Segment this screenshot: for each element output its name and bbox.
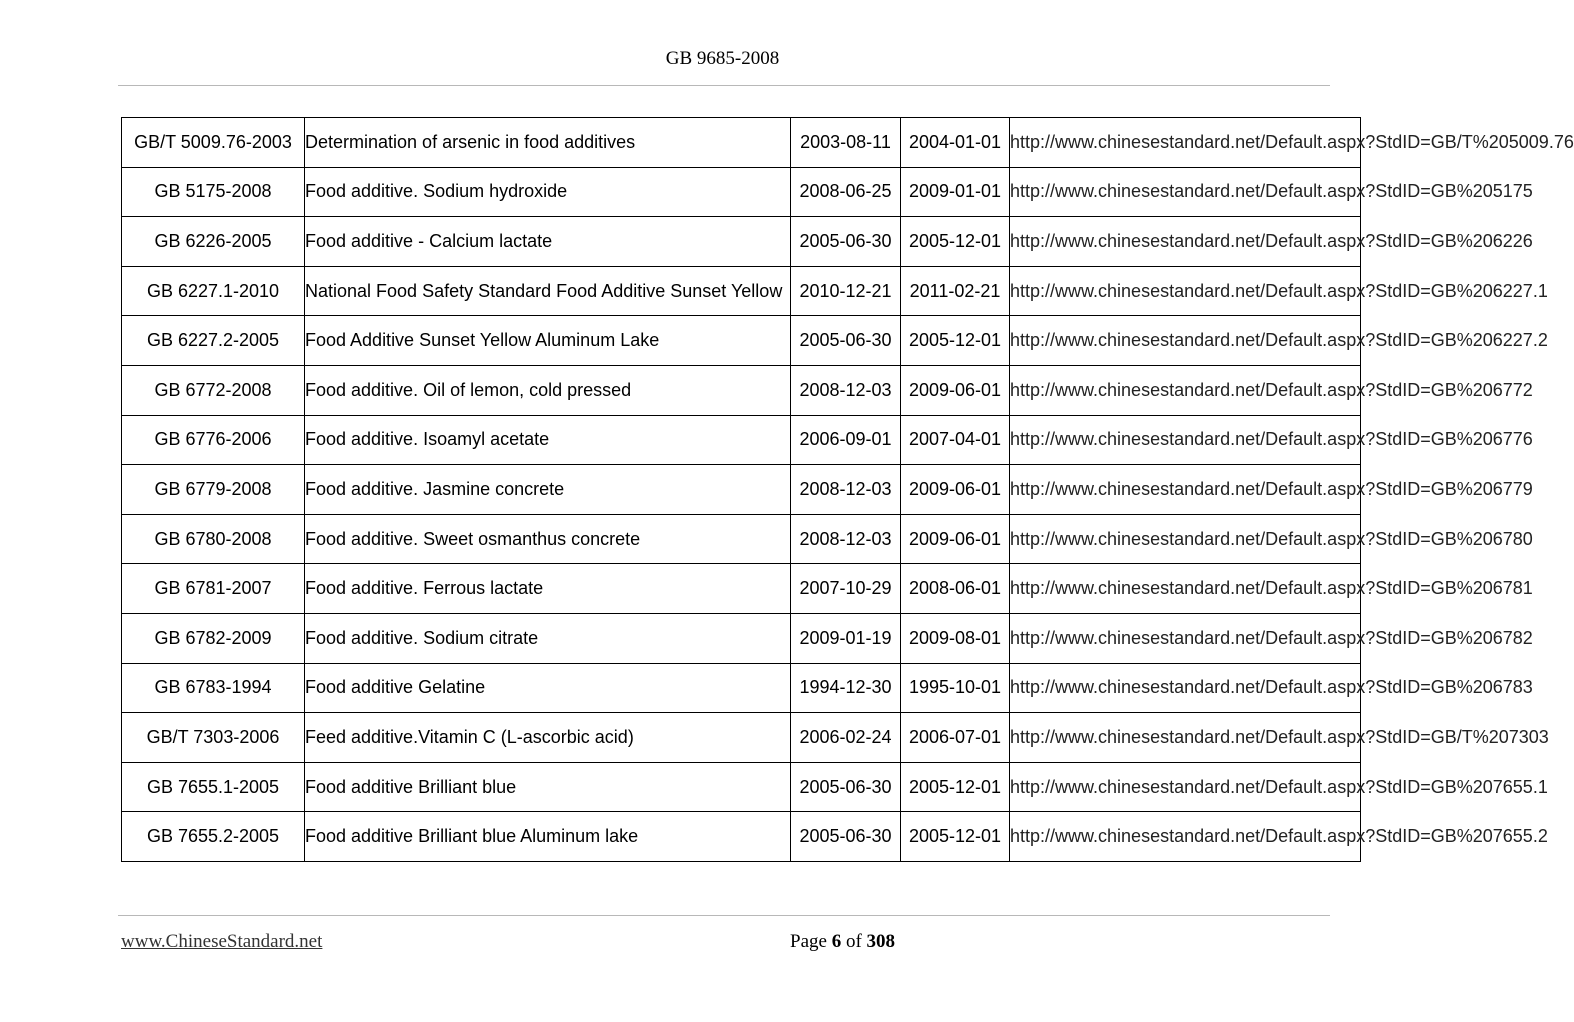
standard-code-cell: GB/T 7303-2006 [122, 713, 305, 763]
standard-url-link[interactable]: http://www.chinesestandard.net/Default.aspx?StdID=GB%206772 [1010, 365, 1361, 415]
standard-title-cell: Food additive Gelatine [305, 663, 791, 713]
table-row [122, 812, 1361, 862]
standard-code-cell: GB 5175-2008 [122, 167, 305, 217]
table-row [122, 266, 1361, 316]
standard-url-link[interactable]: http://www.chinesestandard.net/Default.aspx?StdID=GB%206781 [1010, 564, 1361, 614]
effective-date-cell: 2008-06-01 [901, 564, 1010, 614]
standard-code-cell: GB 6772-2008 [122, 365, 305, 415]
table-row [122, 365, 1361, 415]
issued-date-cell: 2006-02-24 [791, 713, 901, 763]
table-row [122, 713, 1361, 763]
standard-code-cell: GB 6779-2008 [122, 465, 305, 515]
issued-date-cell: 2008-12-03 [791, 365, 901, 415]
standard-title-cell: Food additive. Ferrous lactate [305, 564, 791, 614]
effective-date-cell: 2011-02-21 [901, 266, 1010, 316]
effective-date-cell: 2005-12-01 [901, 217, 1010, 267]
standard-title-cell: Food additive - Calcium lactate [305, 217, 791, 267]
standard-url-link[interactable]: http://www.chinesestandard.net/Default.aspx?StdID=GB%206783 [1010, 663, 1361, 713]
footer-divider [118, 915, 1330, 916]
page-word: Page [790, 931, 827, 952]
standard-url-link[interactable]: http://www.chinesestandard.net/Default.aspx?StdID=GB%206776 [1010, 415, 1361, 465]
table-row [122, 514, 1361, 564]
standard-url-link[interactable]: http://www.chinesestandard.net/Default.aspx?StdID=GB/T%205009.76 [1010, 118, 1361, 168]
standard-code-cell: GB/T 5009.76-2003 [122, 118, 305, 168]
page-current: 6 [831, 931, 842, 952]
standard-code-cell: GB 6226-2005 [122, 217, 305, 267]
issued-date-cell: 2005-06-30 [791, 812, 901, 862]
standard-title-cell: Food additive Brilliant blue [305, 762, 791, 812]
table-row [122, 564, 1361, 614]
standard-code-cell: GB 6776-2006 [122, 415, 305, 465]
issued-date-cell: 2005-06-30 [791, 316, 901, 366]
issued-date-cell: 1994-12-30 [791, 663, 901, 713]
effective-date-cell: 2005-12-01 [901, 316, 1010, 366]
effective-date-cell: 2005-12-01 [901, 762, 1010, 812]
page-indicator [790, 931, 895, 953]
issued-date-cell: 2010-12-21 [791, 266, 901, 316]
standard-url-link[interactable]: http://www.chinesestandard.net/Default.aspx?StdID=GB%206226 [1010, 217, 1361, 267]
effective-date-cell: 1995-10-01 [901, 663, 1010, 713]
standard-url-link[interactable]: http://www.chinesestandard.net/Default.aspx?StdID=GB%206779 [1010, 465, 1361, 515]
effective-date-cell: 2009-06-01 [901, 365, 1010, 415]
standard-code-cell: GB 7655.1-2005 [122, 762, 305, 812]
effective-date-cell: 2007-04-01 [901, 415, 1010, 465]
standards-table [121, 117, 1574, 862]
table-row [122, 415, 1361, 465]
page-total: 308 [866, 931, 896, 952]
issued-date-cell: 2008-12-03 [791, 465, 901, 515]
standard-code-cell: GB 6783-1994 [122, 663, 305, 713]
standard-url-link[interactable]: http://www.chinesestandard.net/Default.aspx?StdID=GB%207655.1 [1010, 762, 1361, 812]
standard-title-cell: Feed additive.Vitamin C (L-ascorbic acid) [305, 713, 791, 763]
issued-date-cell: 2005-06-30 [791, 762, 901, 812]
issued-date-cell: 2009-01-19 [791, 613, 901, 663]
issued-date-cell: 2008-12-03 [791, 514, 901, 564]
effective-date-cell: 2009-01-01 [901, 167, 1010, 217]
standard-title-cell: Food additive. Oil of lemon, cold pressed [305, 365, 791, 415]
table-row [122, 167, 1361, 217]
standard-code-cell: GB 6780-2008 [122, 514, 305, 564]
issued-date-cell: 2008-06-25 [791, 167, 901, 217]
table-row [122, 465, 1361, 515]
effective-date-cell: 2009-08-01 [901, 613, 1010, 663]
standard-code-cell: GB 6227.2-2005 [122, 316, 305, 366]
site-link[interactable]: www.ChineseStandard.net [121, 931, 323, 952]
effective-date-cell: 2009-06-01 [901, 514, 1010, 564]
standard-url-link[interactable]: http://www.chinesestandard.net/Default.aspx?StdID=GB%206227.2 [1010, 316, 1361, 366]
standard-title-cell: Food additive. Sodium hydroxide [305, 167, 791, 217]
standard-title-cell: Food additive. Sweet osmanthus concrete [305, 514, 791, 564]
standard-code-cell: GB 6782-2009 [122, 613, 305, 663]
standard-url-link[interactable]: http://www.chinesestandard.net/Default.aspx?StdID=GB/T%207303 [1010, 713, 1361, 763]
issued-date-cell: 2007-10-29 [791, 564, 901, 614]
standard-title-cell: Food additive. Jasmine concrete [305, 465, 791, 515]
table-row [122, 217, 1361, 267]
standard-title-cell: Food additive Brilliant blue Aluminum lake [305, 812, 791, 862]
standard-title-cell: Food Additive Sunset Yellow Aluminum Lake [305, 316, 791, 366]
standard-url-link[interactable]: http://www.chinesestandard.net/Default.aspx?StdID=GB%206227.1 [1010, 266, 1361, 316]
table-row [122, 118, 1361, 168]
effective-date-cell: 2004-01-01 [901, 118, 1010, 168]
issued-date-cell: 2006-09-01 [791, 415, 901, 465]
standard-code-cell: GB 6781-2007 [122, 564, 305, 614]
table-row [122, 613, 1361, 663]
standard-url-link[interactable]: http://www.chinesestandard.net/Default.aspx?StdID=GB%206782 [1010, 613, 1361, 663]
standard-title-cell: Food additive. Sodium citrate [305, 613, 791, 663]
page-of: of [845, 931, 862, 952]
header-divider [118, 85, 1330, 86]
table-row [122, 316, 1361, 366]
standard-url-link[interactable]: http://www.chinesestandard.net/Default.aspx?StdID=GB%206780 [1010, 514, 1361, 564]
effective-date-cell: 2005-12-01 [901, 812, 1010, 862]
standard-url-link[interactable]: http://www.chinesestandard.net/Default.aspx?StdID=GB%207655.2 [1010, 812, 1361, 862]
effective-date-cell: 2006-07-01 [901, 713, 1010, 763]
standard-title-cell: National Food Safety Standard Food Additive Sunset Yellow [305, 266, 791, 316]
effective-date-cell: 2009-06-01 [901, 465, 1010, 515]
standard-title-cell: Determination of arsenic in food additives [305, 118, 791, 168]
standard-code-cell: GB 6227.1-2010 [122, 266, 305, 316]
standard-title-cell: Food additive. Isoamyl acetate [305, 415, 791, 465]
issued-date-cell: 2003-08-11 [791, 118, 901, 168]
issued-date-cell: 2005-06-30 [791, 217, 901, 267]
table-row [122, 663, 1361, 713]
page-title: GB 9685-2008 [665, 48, 780, 69]
standard-url-link[interactable]: http://www.chinesestandard.net/Default.aspx?StdID=GB%205175 [1010, 167, 1361, 217]
standard-code-cell: GB 7655.2-2005 [122, 812, 305, 862]
table-row [122, 762, 1361, 812]
